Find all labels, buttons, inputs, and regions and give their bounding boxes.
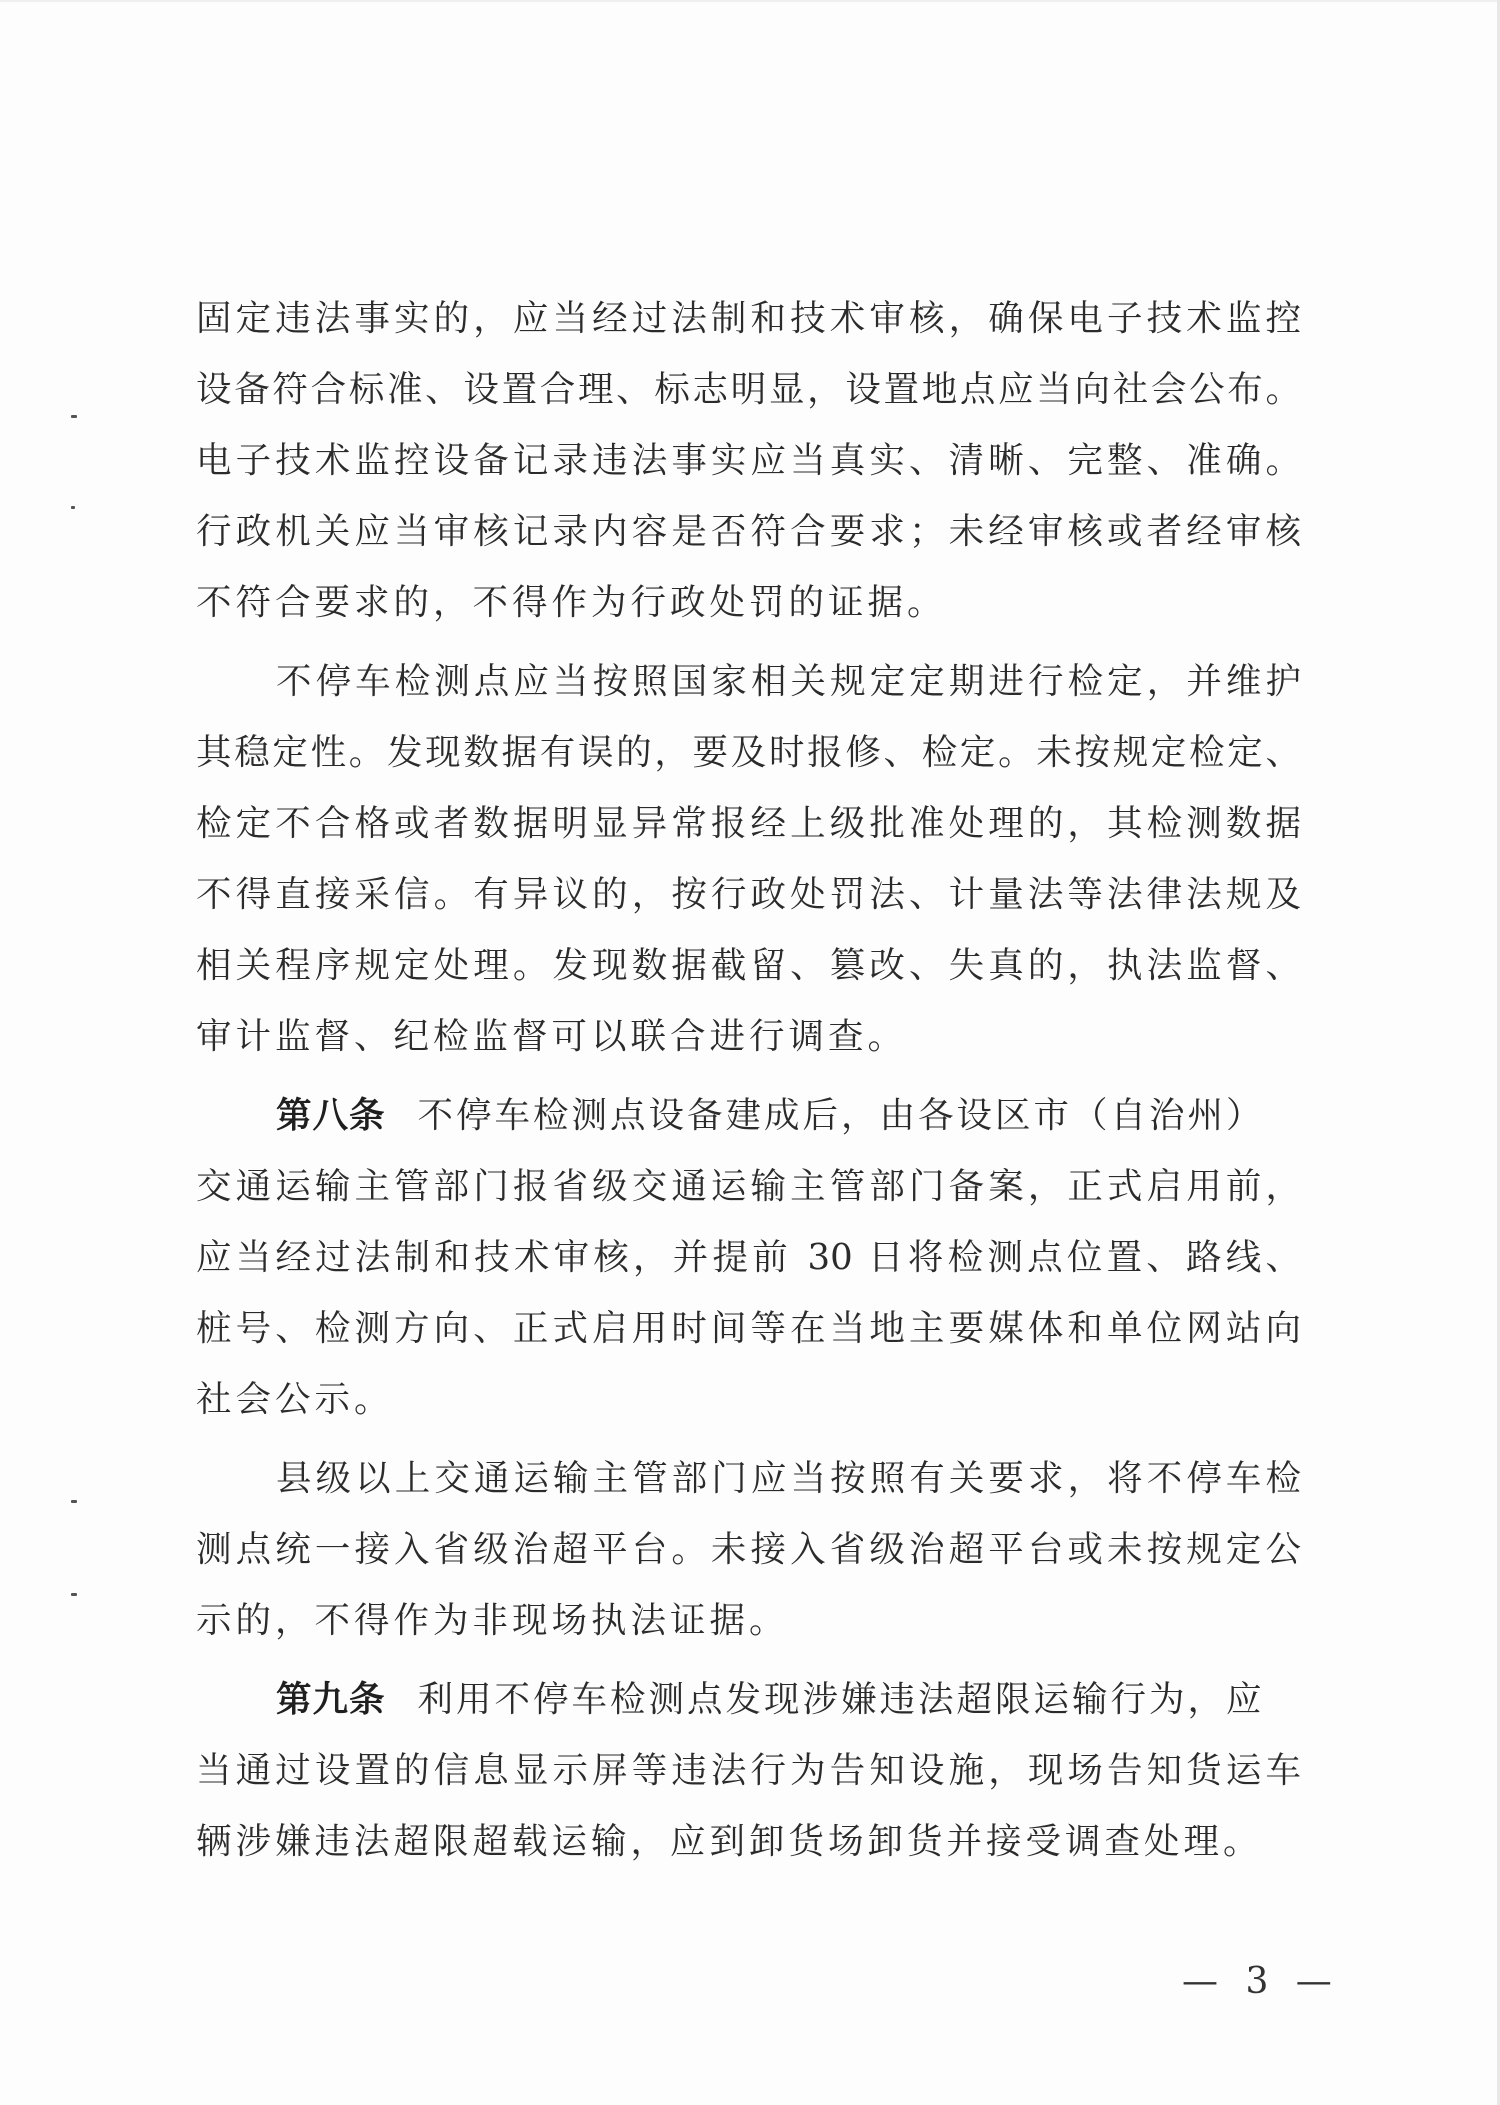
paragraph <box>196 1443 1301 1656</box>
text-run: 不停车检测点设备建成后，由各设区市（自治州） <box>417 1095 1265 1136</box>
text-line: 当通过设置的信息显示屏等违法行为告知设施，现场告知货运车 <box>196 1750 1301 1791</box>
document-body <box>196 283 1301 1877</box>
text-line: 行政机关应当审核记录内容是否符合要求；未经审核或者经审核 <box>196 511 1301 552</box>
text-line: 不得直接采信。有异议的，按行政处罚法、计量法等法律法规及 <box>196 874 1301 915</box>
text-line: 桩号、检测方向、正式启用时间等在当地主要媒体和单位网站向 <box>196 1308 1301 1349</box>
text-line: 示的，不得作为非现场执法证据。 <box>196 1600 789 1641</box>
margin-mark <box>71 506 75 509</box>
text-line: 不符合要求的，不得作为行政处罚的证据。 <box>196 582 947 623</box>
text-line: 不停车检测点应当按照国家相关规定定期进行检定，并维护 <box>276 661 1301 702</box>
article-heading: 第九条 <box>276 1679 386 1720</box>
page-number: — 3 — <box>1182 1961 1340 2002</box>
text-line: 县级以上交通运输主管部门应当按照有关要求，将不停车检 <box>276 1458 1301 1499</box>
article-9 <box>196 1664 1301 1877</box>
text-line: 设备符合标准、设置合理、标志明显，设置地点应当向社会公布。 <box>196 369 1301 410</box>
margin-mark <box>71 1593 77 1596</box>
article-8 <box>196 1080 1301 1435</box>
text-line <box>196 1664 1301 1735</box>
paragraph <box>196 283 1301 638</box>
text-line: 审计监督、纪检监督可以联合进行调查。 <box>196 1016 908 1057</box>
text-line <box>196 1080 1301 1151</box>
text-line: 其稳定性。发现数据有误的，要及时报修、检定。未按规定检定、 <box>196 732 1301 773</box>
text-line: 交通运输主管部门报省级交通运输主管部门备案，正式启用前， <box>196 1166 1301 1207</box>
text-line: 固定违法事实的，应当经过法制和技术审核，确保电子技术监控 <box>196 298 1301 339</box>
text-line: 应当经过法制和技术审核，并提前 30 日将检测点位置、路线、 <box>196 1237 1301 1278</box>
text-line: 测点统一接入省级治超平台。未接入省级治超平台或未按规定公 <box>196 1529 1301 1570</box>
scan-edge-top <box>0 0 1500 2</box>
margin-mark <box>71 415 77 418</box>
text-line: 相关程序规定处理。发现数据截留、篡改、失真的，执法监督、 <box>196 945 1301 986</box>
article-heading: 第八条 <box>276 1095 386 1136</box>
text-run: 利用不停车检测点发现涉嫌违法超限运输行为，应 <box>417 1679 1265 1720</box>
margin-mark <box>71 1500 77 1503</box>
text-line: 社会公示。 <box>196 1379 394 1420</box>
paragraph <box>196 646 1301 1072</box>
text-line: 辆涉嫌违法超限超载运输，应到卸货场卸货并接受调查处理。 <box>196 1821 1263 1862</box>
text-line: 检定不合格或者数据明显异常报经上级批准处理的，其检测数据 <box>196 803 1301 844</box>
text-line: 电子技术监控设备记录违法事实应当真实、清晰、完整、准确。 <box>196 440 1301 481</box>
